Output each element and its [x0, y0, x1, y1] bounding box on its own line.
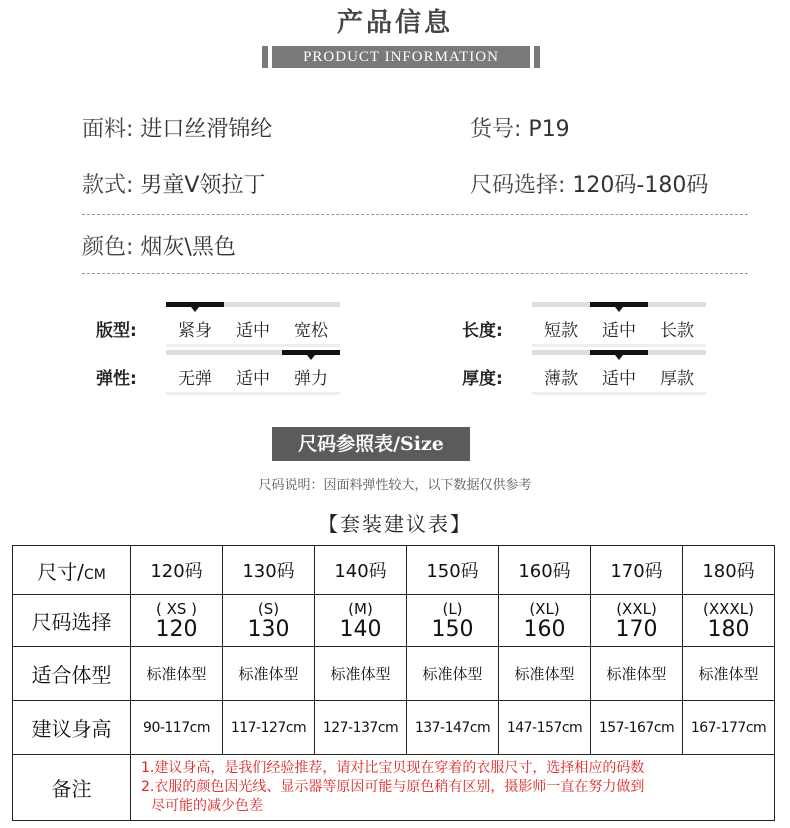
sizes-label: 尺码选择: [470, 173, 566, 198]
scale-option: 适中 [602, 369, 636, 389]
divider [82, 273, 748, 274]
size-cell: 150码 [407, 546, 499, 595]
scale-underline [224, 344, 282, 347]
set-title: 【套装建议表】 [318, 512, 472, 536]
body-cell: 标准体型 [683, 647, 775, 701]
scale-segment [166, 350, 224, 355]
scale-underline [282, 392, 340, 395]
row-head-size-unit: CM [83, 566, 106, 583]
style-info [82, 168, 265, 199]
fabric-label: 面料: [82, 117, 134, 142]
body-cell: 标准体型 [223, 647, 315, 701]
scale-option: 短款 [544, 321, 578, 341]
size-cell: 160码 [499, 546, 591, 595]
code-number: 120 [155, 616, 198, 642]
remark-line: 2.衣服的颜色因光线、显示器等原因可能与原色稍有区别，摄影师一直在努力做到 [141, 779, 645, 795]
size-cell: 170码 [591, 546, 683, 595]
size-cell: 120码 [131, 546, 223, 595]
height-cell: 147-157cm [499, 701, 591, 755]
table-row [13, 701, 775, 755]
size-cell: 180码 [683, 546, 775, 595]
scale-option: 弹力 [294, 369, 328, 389]
scale-marker-icon [615, 307, 623, 312]
code-letter: (XXL) [616, 599, 657, 618]
page-title: 产品信息 [336, 8, 453, 38]
code-cell [591, 595, 683, 647]
thickness-label: 厚度: [462, 369, 503, 389]
size-note: 尺码说明：因面料弹性较大，以下数据仅供参考 [258, 478, 532, 493]
length-label: 长度: [462, 321, 503, 341]
code-cell [499, 595, 591, 647]
code-number: 180 [707, 616, 750, 642]
sizes-value: 120码-180码 [572, 173, 709, 198]
scale-option: 适中 [236, 321, 270, 341]
scale-segment [648, 350, 706, 355]
scale-underline [282, 344, 340, 347]
page-subtitle: PRODUCT INFORMATION [274, 46, 528, 68]
code-cell [683, 595, 775, 647]
style-value: 男童V领拉丁 [140, 173, 266, 198]
scale-underline [648, 392, 706, 395]
code-number: 130 [247, 616, 290, 642]
color-info [82, 230, 236, 261]
height-cell: 167-177cm [683, 701, 775, 755]
elasticity-label: 弹性: [96, 369, 137, 389]
scale-underline [590, 344, 648, 347]
scale-segment [648, 302, 706, 307]
scale-underline [532, 344, 590, 347]
row-head-size-text: 尺寸/ [37, 559, 84, 584]
scale-underline [590, 392, 648, 395]
height-cell: 127-137cm [315, 701, 407, 755]
row-head-remark: 备注 [13, 755, 131, 821]
table-row [13, 546, 775, 595]
scale-marker-icon [307, 355, 315, 360]
code-letter: (S) [257, 599, 280, 618]
body-cell: 标准体型 [499, 647, 591, 701]
scale-option: 厚款 [660, 369, 694, 389]
scale-underline [166, 344, 224, 347]
scale-segment [532, 350, 590, 355]
fabric-value: 进口丝滑锦纶 [140, 117, 273, 142]
code-letter: (M) [348, 599, 373, 618]
code-letter: ( XS ) [155, 599, 198, 618]
scale-segment [224, 350, 282, 355]
remark-cell [131, 755, 775, 821]
scale-option: 长款 [660, 321, 694, 341]
body-cell: 标准体型 [131, 647, 223, 701]
code-letter: (XL) [529, 599, 560, 618]
code-number: 140 [339, 616, 382, 642]
scale-underline [648, 344, 706, 347]
item-info [470, 112, 570, 143]
height-cell: 157-167cm [591, 701, 683, 755]
style-label: 款式: [82, 173, 134, 198]
scale-segment [224, 302, 282, 307]
size-banner-text: 尺码参照表/Size [298, 433, 444, 455]
height-cell: 117-127cm [223, 701, 315, 755]
subtitle-bar-divider [268, 46, 272, 68]
scale-segment [532, 302, 590, 307]
code-cell [315, 595, 407, 647]
table-row [13, 647, 775, 701]
height-cell: 137-147cm [407, 701, 499, 755]
body-cell: 标准体型 [315, 647, 407, 701]
code-number: 160 [523, 616, 566, 642]
scale-option: 适中 [602, 321, 636, 341]
scale-option: 薄款 [544, 369, 578, 389]
code-cell [223, 595, 315, 647]
scale-marker-icon [191, 307, 199, 312]
size-cell: 130码 [223, 546, 315, 595]
scale-option: 紧身 [178, 321, 212, 341]
remark-line: 1.建议身高，是我们经验推荐，请对比宝贝现在穿着的衣服尺寸，选择相应的码数 [141, 760, 645, 776]
fit-label: 版型: [96, 321, 137, 341]
table-row [13, 595, 775, 647]
scale-segment [282, 302, 340, 307]
size-table [12, 545, 775, 821]
row-head-code: 尺码选择 [13, 595, 131, 647]
scale-underline [166, 392, 224, 395]
code-number: 150 [431, 616, 474, 642]
color-label: 颜色: [82, 235, 134, 260]
fabric-info [82, 112, 272, 143]
remark-line: 尽可能的减少色差 [151, 798, 263, 814]
scale-marker-icon [615, 355, 623, 360]
item-label: 货号: [470, 117, 522, 142]
body-cell: 标准体型 [407, 647, 499, 701]
scale-underline [532, 392, 590, 395]
size-cell: 140码 [315, 546, 407, 595]
row-head-size [13, 546, 131, 595]
body-cell: 标准体型 [591, 647, 683, 701]
sizes-info [470, 168, 708, 199]
code-cell [131, 595, 223, 647]
height-cell: 90-117cm [131, 701, 223, 755]
subtitle-bar-divider [530, 46, 534, 68]
code-letter: (L) [442, 599, 463, 618]
scale-underline [224, 392, 282, 395]
color-value: 烟灰\黑色 [140, 235, 236, 260]
scale-option: 适中 [236, 369, 270, 389]
code-letter: (XXXL) [703, 599, 754, 618]
scale-option: 无弹 [178, 369, 212, 389]
scale-option: 宽松 [294, 321, 328, 341]
row-head-body: 适合体型 [13, 647, 131, 701]
table-row [13, 755, 775, 821]
code-cell [407, 595, 499, 647]
item-value: P19 [528, 117, 570, 142]
row-head-height: 建议身高 [13, 701, 131, 755]
divider [82, 214, 748, 215]
code-number: 170 [615, 616, 658, 642]
